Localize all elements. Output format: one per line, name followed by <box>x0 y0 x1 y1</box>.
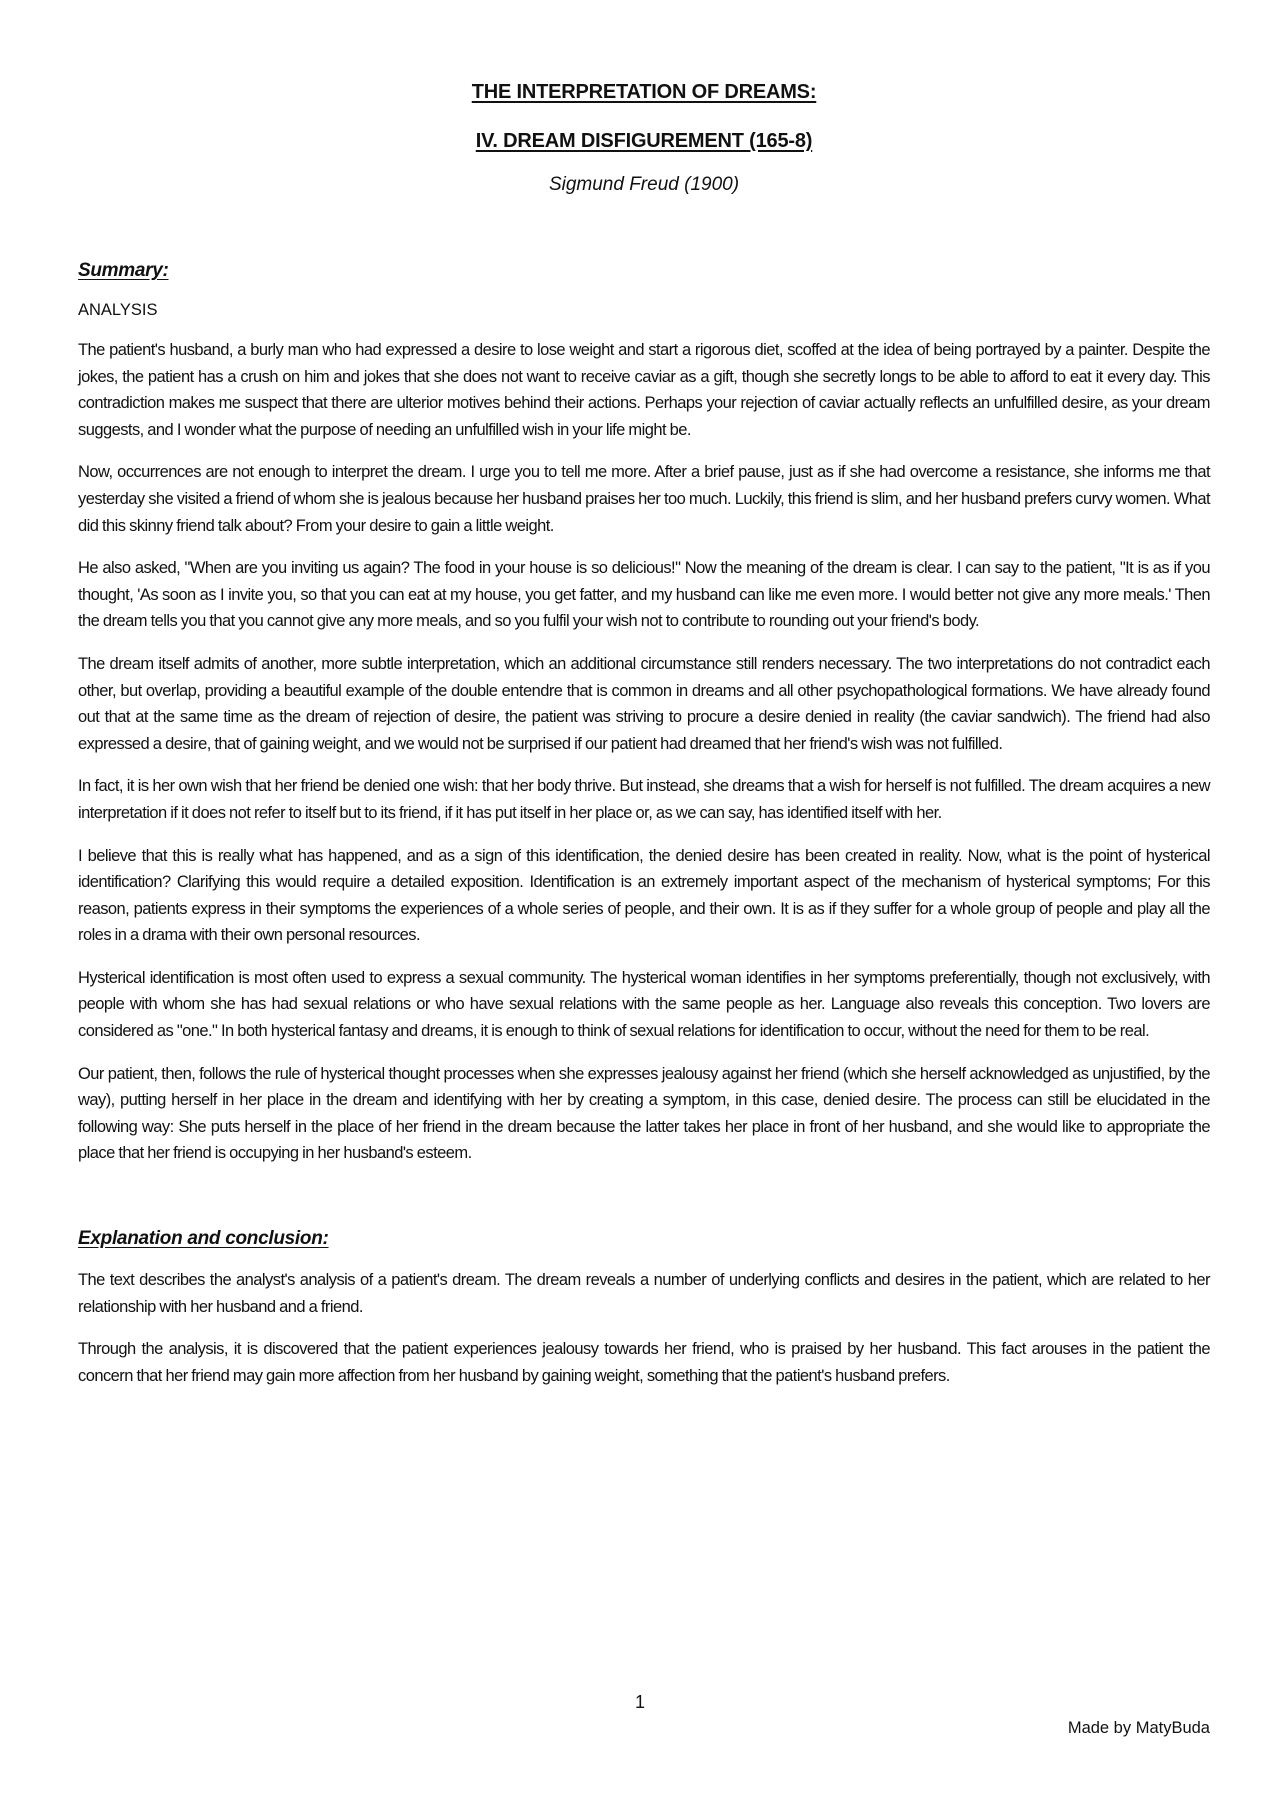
paragraph: The patient's husband, a burly man who had expressed a desire to lose weight and start a rigorous diet, scoffed at the idea of being portrayed by a painter. Despite the jokes, the patient has a crush on him and jokes that she does not want to receive caviar as a gift, though she secretly longs to be able to afford to eat it every day. This contradiction makes me suspect that there are ulterior motives behind their actions. Perhaps your rejection of caviar actually reflects an unfulfilled desire, as your dream suggests, and I wonder what the purpose of needing an unfulfilled wish in your life might be. <box>78 341 1210 439</box>
paragraph: Our patient, then, follows the rule of hysterical thought processes when she expresses jealousy against her friend (which she herself acknowledged as unjustified, by the way), putting herself in her place in the dream and identifying with her by creating a symptom, in this case, denied desire. The process can still be elucidated in the following way: She puts herself in the place of her friend in the dream because the latter takes her place in front of her husband, and she would like to appropriate the place that her friend is occupying in her husband's esteem. <box>78 1064 1210 1163</box>
title-block <box>78 0 1210 197</box>
paragraph: He also asked, "When are you inviting us again? The food in your house is so delicious!" Now the meaning of the dream is clear. I can say to the patient, "It is as if you thought, 'As soon as I invite you, so that you can eat at my house, you get fatter, and my husband can like me even more. I would better not give any more meals.' Then the dream tells you that you cannot give any more meals, and so you fulfil your wish not to contribute to rounding out your friend's body. <box>78 559 1210 631</box>
explanation-section <box>78 1227 1210 1389</box>
paragraph: Now, occurrences are not enough to interpret the dream. I urge you to tell me more. After a brief pause, just as if she had overcome a resistance, she informs me that yesterday she visited a friend of whom she is jealous because her husband praises her too much. Luckily, this friend is slim, and her husband prefers curvy women. What did this skinny friend talk about? From your desire to gain a little weight. <box>78 463 1211 535</box>
paragraph: The dream itself admits of another, more subtle interpretation, which an additional circumstance still renders necessary. The two interpretations do not contradict each other, but overlap, providing a beautiful example of the double entendre that is common in dreams and all other psychopathological formations. We have already found out that at the same time as the dream of rejection of desire, the patient was striving to procure a desire denied in reality (the caviar sandwich). The friend had also expressed a desire, that of gaining weight, and we would not be surprised if our patient had dreamed that her friend's wish was not fulfilled. <box>78 654 1210 753</box>
page-number: 1 <box>634 1692 645 1712</box>
document-subtitle: IV. DREAM DISFIGUREMENT (165-8) <box>475 130 813 152</box>
paragraph: The text describes the analyst's analysis of a patient's dream. The dream reveals a number of underlying conflicts and desires in the patient, which are related to her relationship with her husband and a friend. <box>78 1271 1210 1316</box>
document-title: THE INTERPRETATION OF DREAMS: <box>471 81 817 103</box>
paragraph: In fact, it is her own wish that her friend be denied one wish: that her body thrive. But instead, she dreams that a wish for herself is not fulfilled. The dream acquires a new interpretation if it does not refer to itself but to its friend, if it has put itself in her place or, as we can say, has identified itself with her. <box>78 777 1210 822</box>
paragraph: I believe that this is really what has happened, and as a sign of this identification, the denied desire has been created in reality. Now, what is the point of hysterical identification? Clarifying this would require a detailed exposition. Identification is an extremely important aspect of the mechanism of hysterical symptoms; For this reason, patients express in their symptoms the experiences of a whole series of people, and their own. It is as if they suffer for a whole group of people and play all the roles in a drama with their own personal resources. <box>78 846 1210 945</box>
document-page <box>78 0 1210 1389</box>
summary-section <box>78 259 1210 1167</box>
author-credit: Made by MatyBuda <box>1067 1719 1210 1737</box>
paragraph: Through the analysis, it is discovered that the patient experiences jealousy towards her friend, who is praised by her husband. This fact arouses in the patient the concern that her friend may gain more affection from her husband by gaining weight, something that the patient's husband prefers. <box>78 1340 1210 1385</box>
analysis-subheading: ANALYSIS <box>78 301 158 319</box>
paragraph: Hysterical identification is most often used to express a sexual community. The hysterical woman identifies in her symptoms preferentially, though not exclusively, with people with whom she has had sexual relations or who have sexual relations with the same people as her. Language also reveals this conception. Two lovers are considered as "one." In both hysterical fantasy and dreams, it is enough to think of sexual relations for identification to occur, without the need for them to be real. <box>78 968 1210 1041</box>
summary-heading: Summary: <box>78 260 169 281</box>
author-line: Sigmund Freud (1900) <box>548 174 740 195</box>
explanation-heading: Explanation and conclusion: <box>78 1228 329 1250</box>
